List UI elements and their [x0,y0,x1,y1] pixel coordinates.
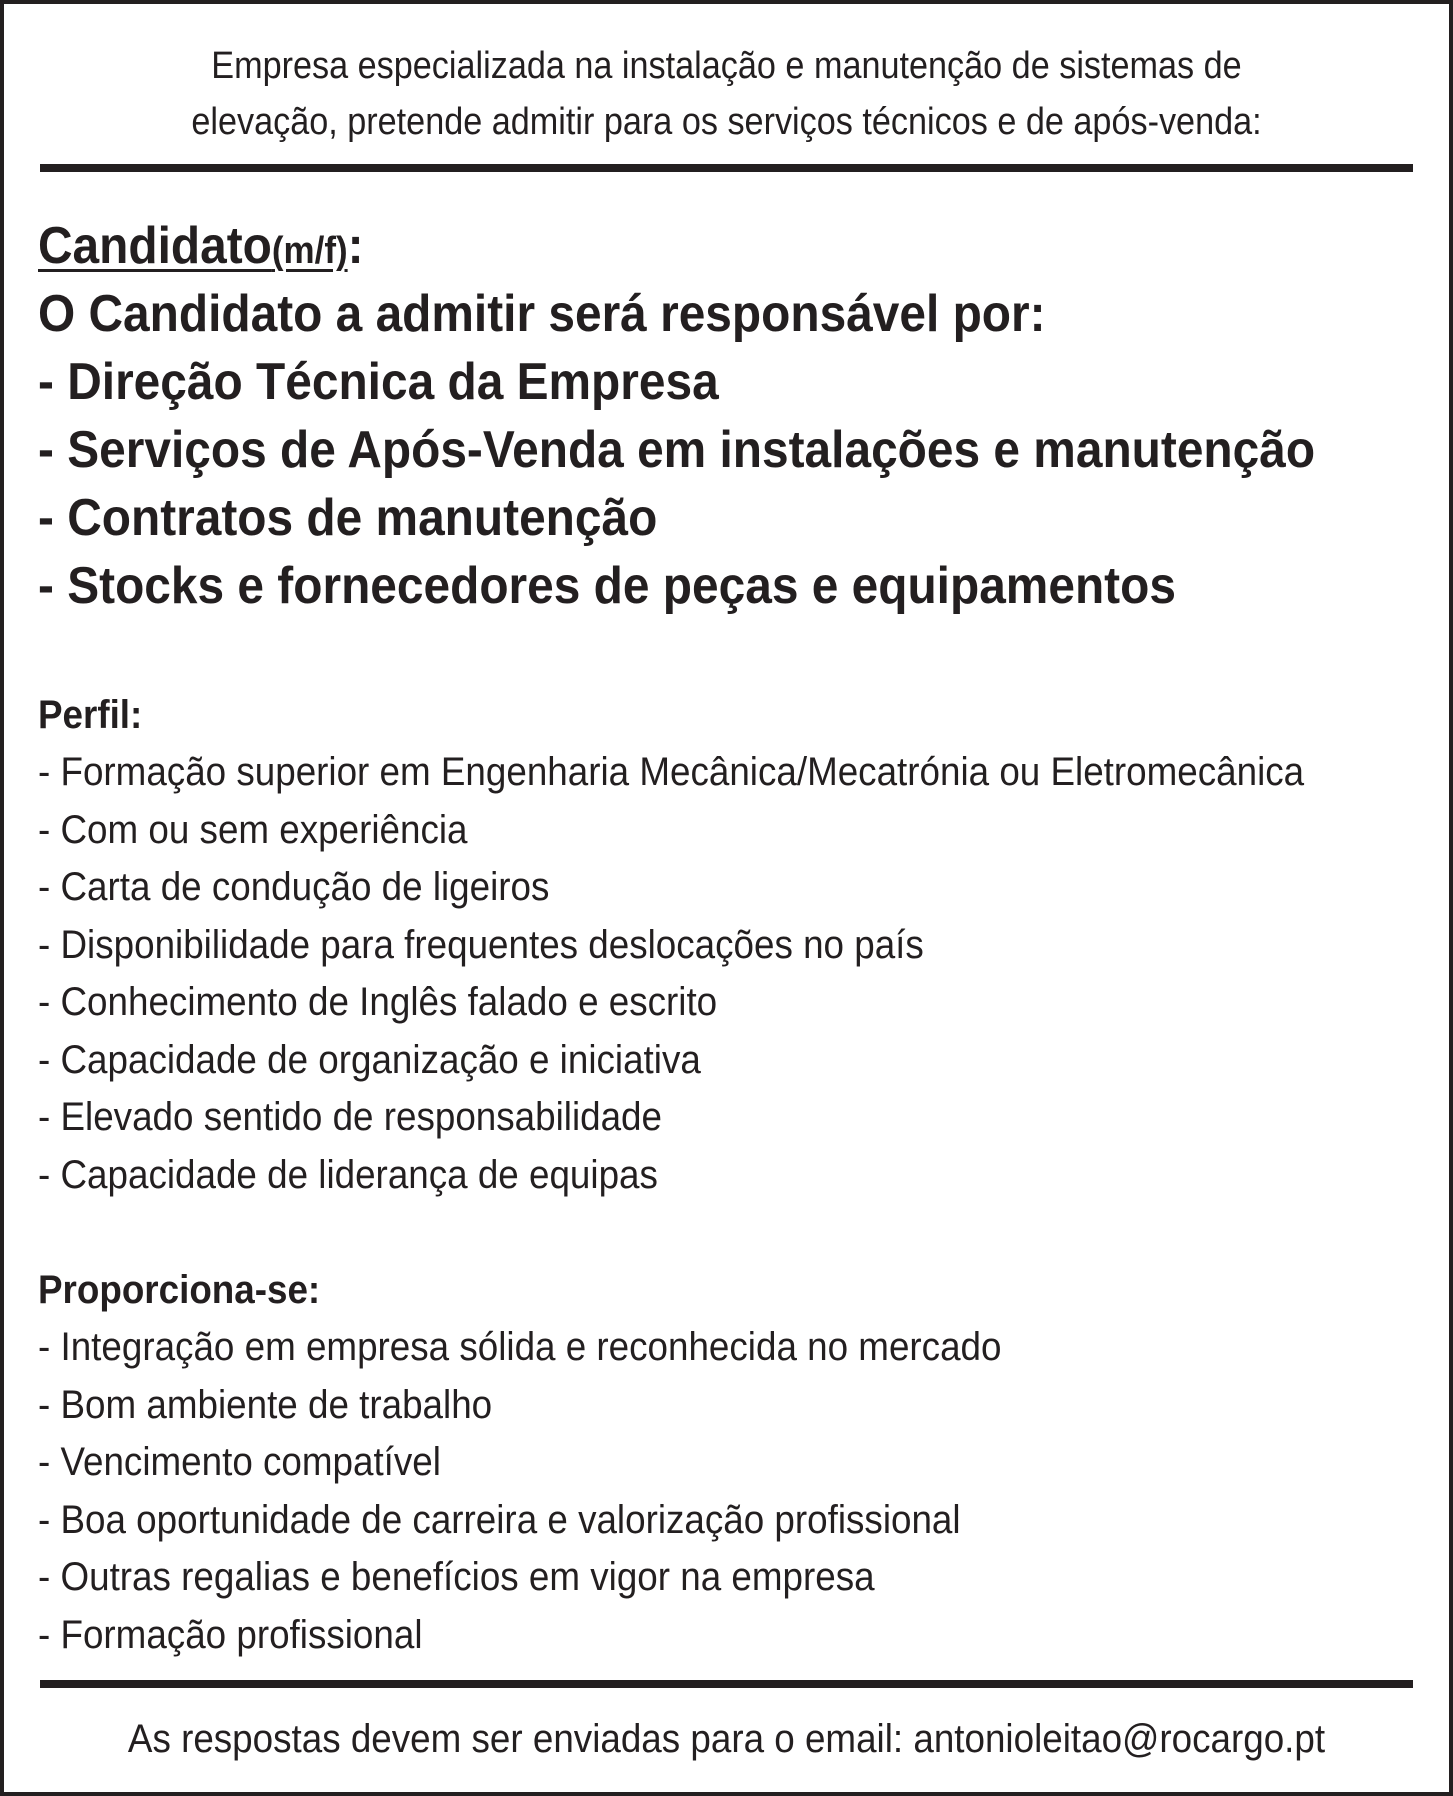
proporciona-item: - Outras regalias e benefícios em vigor na empresa [38,1555,875,1599]
responsibility-item: - Contratos de manutenção [38,489,658,547]
perfil-item: - Conhecimento de Inglês falado e escrito [38,980,718,1024]
candidato-title: Candidato [38,217,272,275]
top-divider [40,164,1413,172]
proporciona-item: - Boa oportunidade de carreira e valorização profissional [38,1497,961,1542]
intro-line-2: elevação, pretende admitir para os serviços técnicos e de após-venda: [191,101,1262,143]
proporciona-title: Proporciona-se: [38,1268,321,1312]
perfil-item: - Disponibilidade para frequentes deslocações no país [38,922,924,967]
responsibility-item: - Serviços de Após-Venda em instalações e manutenção [38,421,1316,479]
perfil-item: - Com ou sem experiência [38,807,468,852]
bottom-divider [40,1680,1413,1688]
perfil-item: - Capacidade de organização e iniciativa [38,1037,701,1082]
candidato-heading [38,212,1326,280]
perfil-title: Perfil: [38,693,143,737]
candidato-responsibilities [38,348,1438,620]
intro-line-1: Empresa especializada na instalação e manutenção de sistemas de [211,45,1242,87]
candidato-lead: O Candidato a admitir será responsável por: [38,285,1046,343]
proporciona-item: - Bom ambiente de trabalho [38,1382,493,1427]
perfil-item: - Elevado sentido de responsabilidade [38,1095,662,1139]
responsibility-item: - Stocks e fornecedores de peças e equipamentos [38,557,1176,615]
proporciona-list [38,1319,1438,1664]
perfil-item: - Carta de condução de ligeiros [38,865,550,909]
intro-text [109,38,1345,150]
proporciona-item: - Integração em empresa sólida e reconhecida no mercado [38,1325,1002,1369]
perfil-item: - Capacidade de liderança de equipas [38,1152,658,1197]
candidato-colon: : [347,217,364,275]
perfil-item: - Formação superior em Engenharia Mecânica/Mecatrónia ou Eletromecânica [38,750,1305,794]
perfil-list [38,744,1438,1204]
proporciona-item: - Formação profissional [38,1612,423,1657]
responsibility-item: - Direção Técnica da Empresa [38,353,719,411]
footer-contact: As respostas devem ser enviadas para o email: antonioleitao@rocargo.pt [127,1717,1326,1761]
proporciona-item: - Vencimento compatível [38,1440,441,1484]
candidato-title-suffix: (m/f) [271,230,348,272]
main-content [38,212,1438,1664]
